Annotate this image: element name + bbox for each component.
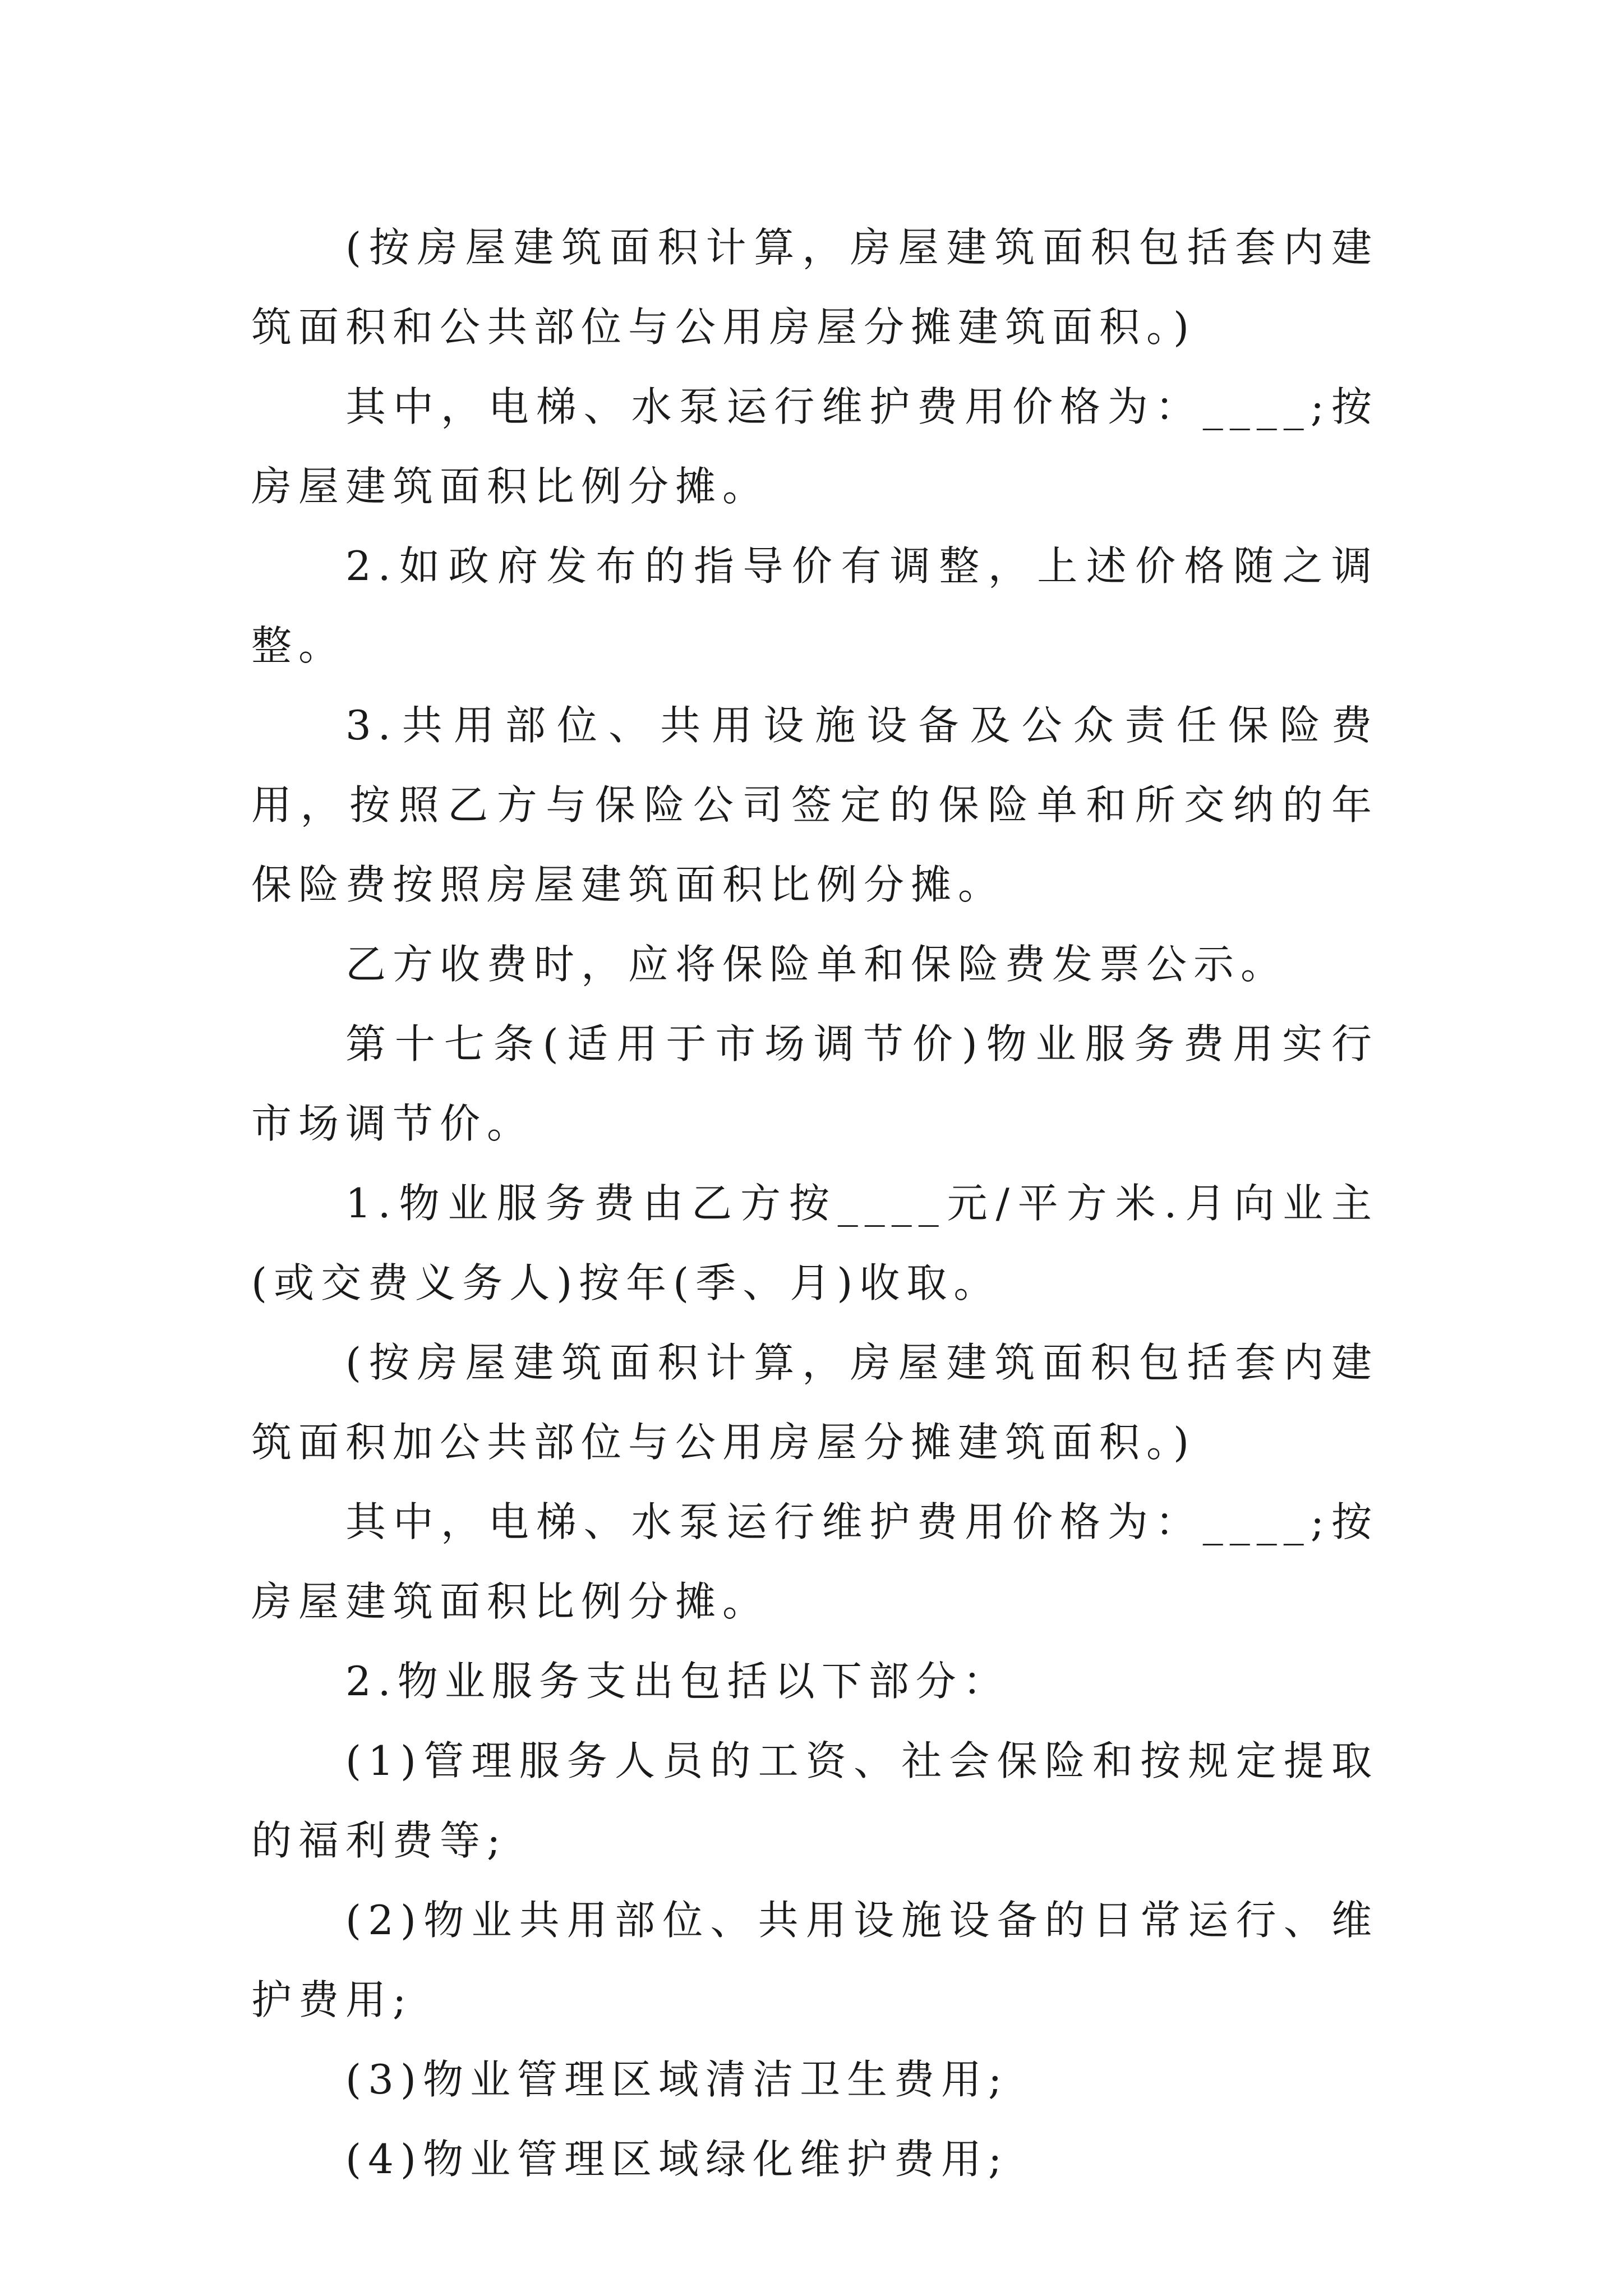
paragraph-area-calculation-note: (按房屋建筑面积计算，房屋建筑面积包括套内建筑面积和公共部位与公用房屋分摊建筑面积。) [251, 224, 1378, 351]
paragraph-elevator-pump-fee-2: 其中，电梯、水泵运行维护费用价格为：____;按房屋建筑面积比例分摊。 [251, 1498, 1378, 1625]
list-item-greening: (4)物业管理区域绿化维护费用; [345, 2136, 1009, 2183]
paragraph-area-calculation-note-2: (按房屋建筑面积计算，房屋建筑面积包括套内建筑面积加公共部位与公用房屋分摊建筑面积。) [251, 1339, 1378, 1466]
list-item-facility-maintenance: (2)物业共用部位、共用设施设备的日常运行、维护费用; [251, 1897, 1378, 2023]
paragraph-elevator-pump-fee: 其中，电梯、水泵运行维护费用价格为：____;按房屋建筑面积比例分摊。 [251, 383, 1378, 510]
paragraph-insurance-fee: 3.共用部位、共用设施设备及公众责任保险费用，按照乙方与保险公司签定的保险单和所交纳的年保险费按照房屋建筑面积比例分摊。 [251, 702, 1378, 908]
paragraph-insurance-publicity: 乙方收费时，应将保险单和保险费发票公示。 [345, 941, 1288, 988]
paragraph-guide-price-adjustment: 2.如政府发布的指导价有调整，上述价格随之调整。 [251, 542, 1378, 669]
document-body [251, 208, 1378, 2199]
paragraph-article-17: 第十七条(适用于市场调节价)物业服务费用实行市场调节价。 [251, 1020, 1378, 1147]
paragraph-service-expenses-intro: 2.物业服务支出包括以下部分： [345, 1658, 1010, 1705]
list-item-cleaning: (3)物业管理区域清洁卫生费用; [345, 2056, 1009, 2103]
paragraph-service-fee-rate: 1.物业服务费由乙方按____元/平方米.月向业主(或交费义务人)按年(季、月)收取。 [251, 1180, 1378, 1306]
list-item-staff-wages: (1)管理服务人员的工资、社会保险和按规定提取的福利费等; [251, 1737, 1378, 1864]
